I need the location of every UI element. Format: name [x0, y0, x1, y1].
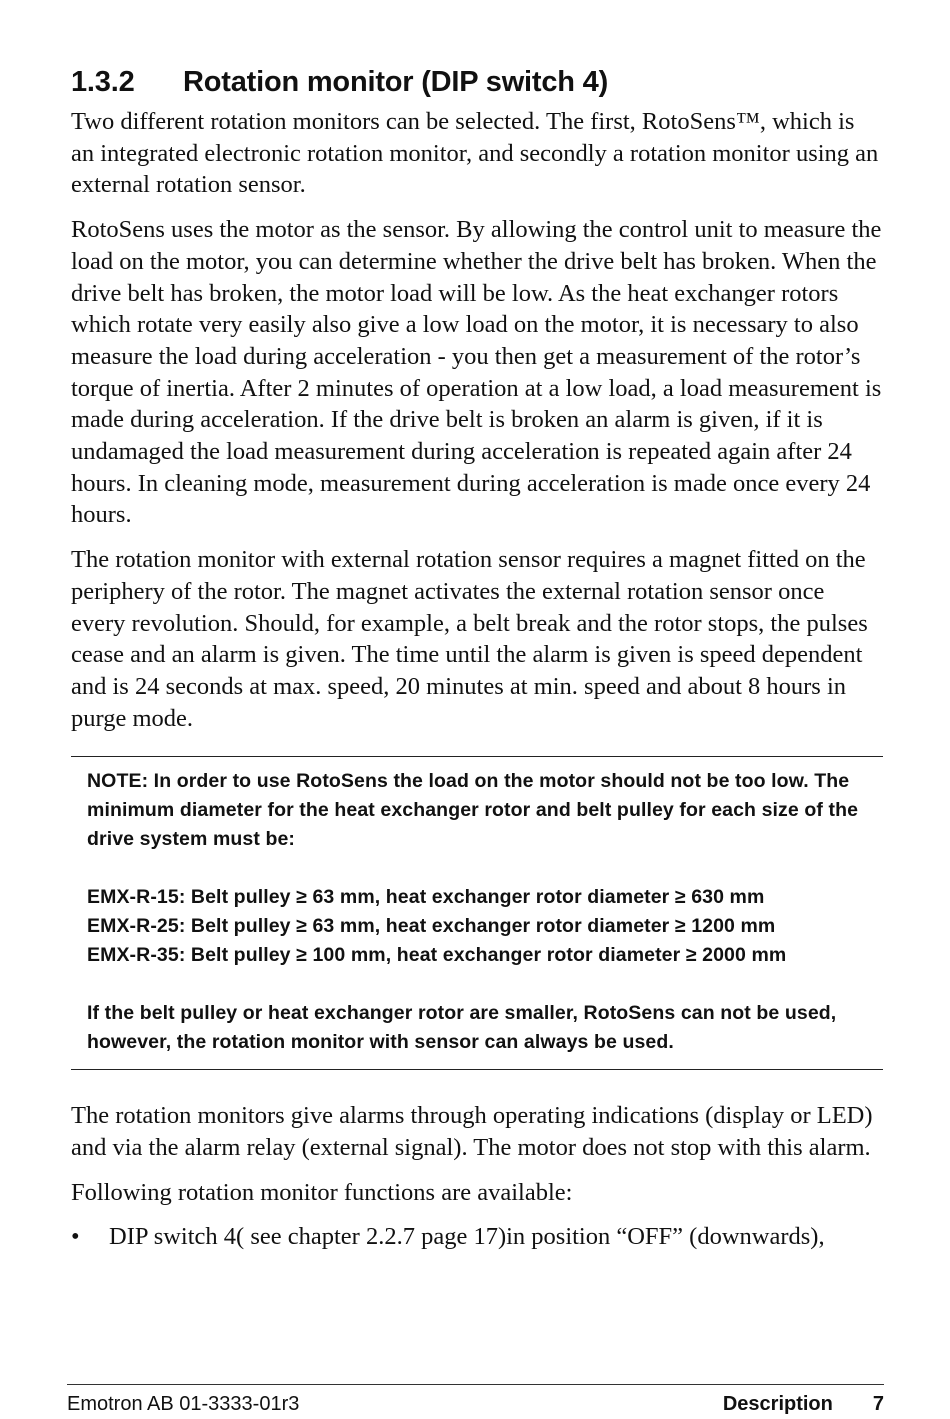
paragraph-functions: Following rotation monitor functions are available: — [71, 1178, 573, 1206]
section-number: 1.3.2 — [71, 66, 135, 98]
page-footer — [67, 1384, 884, 1416]
note-intro: NOTE: In order to use RotoSens the load on the motor should not be too low. The minimum diameter for the heat exchanger rotor and belt pulley for each size of the drive system must be: — [87, 770, 859, 851]
bullet-icon: • — [71, 1223, 80, 1251]
paragraph-rotosens: RotoSens uses the motor as the sensor. By allowing the control unit to measure the load on the motor, you can determine whether the drive belt has broken. When the drive belt has broken, the motor load will be low. As the heat exchanger rotors which rotate very easily also give a low load on the motor, it is necessary to also measure the load during acceleration - you then get a measurement of the rotor’s torque of inertia. After 2 minutes of operation at a low load, a load measurement is made during acceleration. If the drive belt is broken an alarm is given, if it is undamaged the load measurement during acceleration is repeated again after 24 hours. In cleaning mode, measurement during acceleration is made once every 24 hours. — [71, 216, 882, 529]
paragraph-alarms: The rotation monitors give alarms through operating indications (display or LED) and via the alarm relay (external signal). The motor does not stop with this alarm. — [71, 1102, 873, 1162]
paragraph-external-sensor: The rotation monitor with external rotation sensor requires a magnet fitted on the periphery of the rotor. The magnet activates the external rotation sensor once every revolution. Should, for example, a belt break and the rotor stops, the pulses cease and an alarm is given. The time until the alarm is given is speed dependent and is 24 seconds at max. speed, 20 minutes at min. speed and about 8 hours in purge mode. — [71, 546, 868, 732]
footer-right — [723, 1393, 884, 1416]
paragraph-intro: Two different rotation monitors can be selected. The first, RotoSens™, which is an integrated electronic rotation monitor, and secondly a rotation monitor using an external rotation sensor. — [71, 108, 879, 199]
section-title: Rotation monitor (DIP switch 4) — [183, 66, 609, 98]
footer-section-name: Description — [722, 1393, 833, 1415]
note-box — [71, 756, 883, 1070]
note-closing: If the belt pulley or heat exchanger rotor are smaller, RotoSens can not be used, however, the rotation monitor with sensor can always be used. — [87, 1002, 837, 1054]
footer-page-number: 7 — [872, 1393, 884, 1415]
footer-doc-id: Emotron AB 01-3333-01r3 — [67, 1393, 300, 1415]
section-heading — [71, 62, 883, 102]
page-content — [71, 62, 883, 1253]
after-note-section — [71, 1100, 883, 1253]
note-line-emx-r-35: EMX-R-35: Belt pulley ≥ 100 mm, heat exchanger rotor diameter ≥ 2000 mm — [87, 944, 787, 967]
note-line-emx-r-15: EMX-R-15: Belt pulley ≥ 63 mm, heat exchanger rotor diameter ≥ 630 mm — [87, 886, 765, 909]
bullet-list — [71, 1221, 883, 1253]
list-item-text: DIP switch 4( see chapter 2.2.7 page 17)in position “OFF” (downwards), — [109, 1223, 825, 1251]
note-line-emx-r-25: EMX-R-25: Belt pulley ≥ 63 mm, heat exchanger rotor diameter ≥ 1200 mm — [87, 915, 776, 938]
list-item — [71, 1221, 883, 1253]
